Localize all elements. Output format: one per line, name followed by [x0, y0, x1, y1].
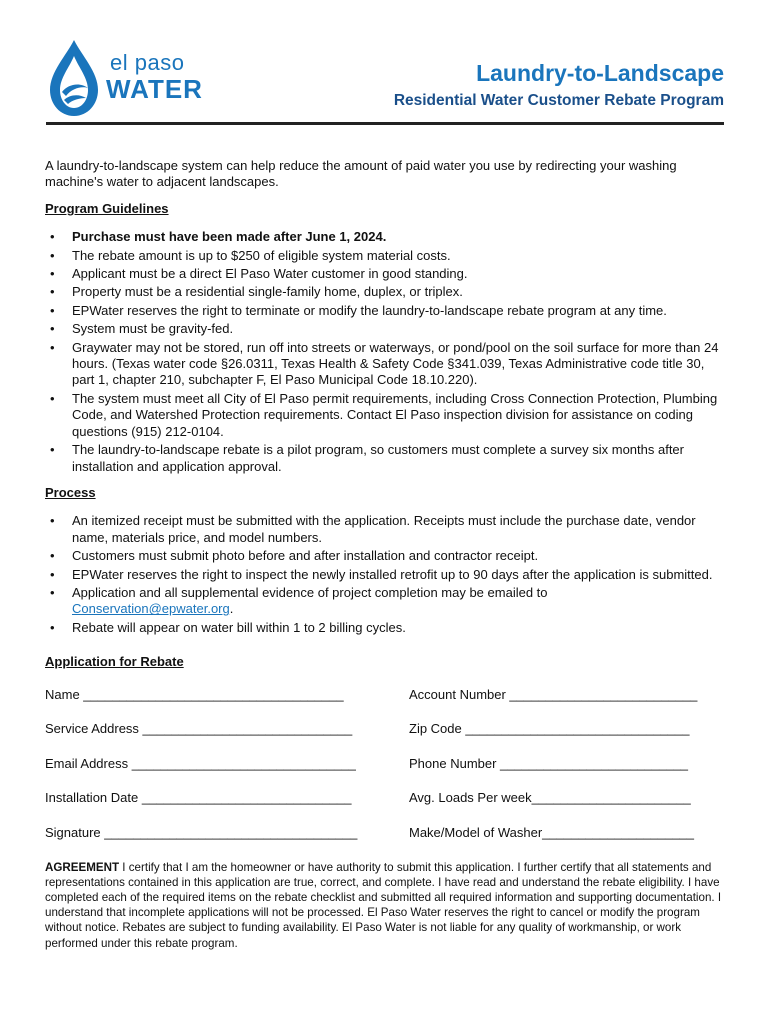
name-field[interactable]: Name ____________________________________ — [45, 686, 344, 702]
el-paso-water-logo — [44, 38, 234, 118]
process-list — [45, 513, 729, 636]
list-item: • Applicant must be a direct El Paso Water customer in good standing. — [50, 266, 468, 282]
list-item: • The laundry-to-landscape rebate is a pilot program, so customers must complete a survey six months after installation and application approval. — [50, 442, 684, 474]
list-item: • The system must meet all City of El Paso permit requirements, including Cross Connection Protection, Plumbing Code, and Watershed Protection requirements. Contact El Paso inspection division for assistance on coding questions (915) 212-0104. — [50, 390, 718, 439]
agreement-text: I certify that I am the homeowner or have authority to submit this application. I further certify that all statements and representations contained in this application are true, correct, and complete. I have read and understand the rebate eligibility. I have completed each of the required items on the rebate checklist and submitted all required information and supporting documentation. I understand that incomplete applications will not be processed. El Paso Water reserves the right to cancel or modify the program without notice. Rebates are subject to funding availability. El Paso Water is not liable for any quality of workmanship, or work performed under this rebate program. — [45, 860, 722, 950]
document-body — [45, 158, 729, 951]
zip-code-field[interactable]: Zip Code _______________________________ — [409, 721, 690, 737]
form-row-installation — [45, 790, 729, 806]
guidelines-list — [45, 229, 729, 475]
logo-text-el-paso: el paso — [110, 50, 185, 75]
agreement-paragraph — [45, 860, 729, 951]
page-title: Laundry-to-Landscape — [476, 60, 724, 86]
signature-field[interactable]: Signature ___________________________________ — [45, 824, 358, 840]
form-row-contact — [45, 756, 729, 772]
form-row-address — [45, 721, 729, 737]
list-item: • Purchase must have been made after June 1, 2024. — [50, 229, 387, 245]
list-item: • An itemized receipt must be submitted with the application. Receipts must include the purchase date, vendor name, materials price, and model numbers. — [50, 513, 696, 545]
water-drop-icon — [44, 38, 104, 118]
intro-paragraph: A laundry-to-landscape system can help reduce the amount of paid water you use by redirecting your washing machine's water to adjacent landscapes. — [45, 158, 677, 190]
form-row-signature — [45, 825, 729, 841]
conservation-email-link[interactable]: Conservation@epwater.org — [72, 601, 230, 617]
account-number-field[interactable]: Account Number __________________________ — [409, 686, 698, 702]
page-header — [0, 0, 770, 130]
form-row-name — [45, 687, 729, 703]
service-address-field[interactable]: Service Address _____________________________ — [45, 721, 353, 737]
process-heading: Process — [45, 484, 96, 500]
list-item: • Property must be a residential single-family home, duplex, or triplex. — [50, 284, 463, 300]
avg-loads-field[interactable]: Avg. Loads Per week______________________ — [409, 790, 691, 806]
agreement-label: AGREEMENT — [45, 860, 120, 874]
installation-date-field[interactable]: Installation Date _____________________________ — [45, 790, 352, 806]
email-address-field[interactable]: Email Address _______________________________ — [45, 755, 356, 771]
list-item: • Graywater may not be stored, run off into streets or waterways, or pond/pool on the soil surface for more than 24 hours. (Texas water code §26.0311, Texas Health & Safety Code §341.039, Texas Administrative code title 30, part 1, chapter 210, subchapter F, El Paso Municipal Code 18.10.220). — [50, 339, 719, 388]
phone-number-field[interactable]: Phone Number __________________________ — [409, 755, 689, 771]
list-item: • System must be gravity-fed. — [50, 321, 234, 337]
list-item: • Customers must submit photo before and after installation and contractor receipt. — [50, 548, 539, 564]
application-heading: Application for Rebate — [45, 654, 184, 670]
list-item: • EPWater reserves the right to inspect the newly installed retrofit up to 90 days after the application is submitted. — [50, 566, 713, 582]
page-subtitle: Residential Water Customer Rebate Program — [393, 92, 724, 109]
logo-text-water: WATER — [106, 74, 203, 104]
header-divider — [46, 122, 724, 125]
washer-model-field[interactable]: Make/Model of Washer_____________________ — [409, 824, 695, 840]
guidelines-heading: Program Guidelines — [45, 200, 169, 216]
list-item: • Rebate will appear on water bill within 1 to 2 billing cycles. — [50, 619, 406, 635]
list-item: • EPWater reserves the right to terminate or modify the laundry-to-landscape rebate program at any time. — [50, 302, 667, 318]
list-item: • The rebate amount is up to $250 of eligible system material costs. — [50, 247, 451, 263]
list-item: • Application and all supplemental evidence of project completion may be emailed to Conservation@epwater.org. — [50, 584, 548, 617]
